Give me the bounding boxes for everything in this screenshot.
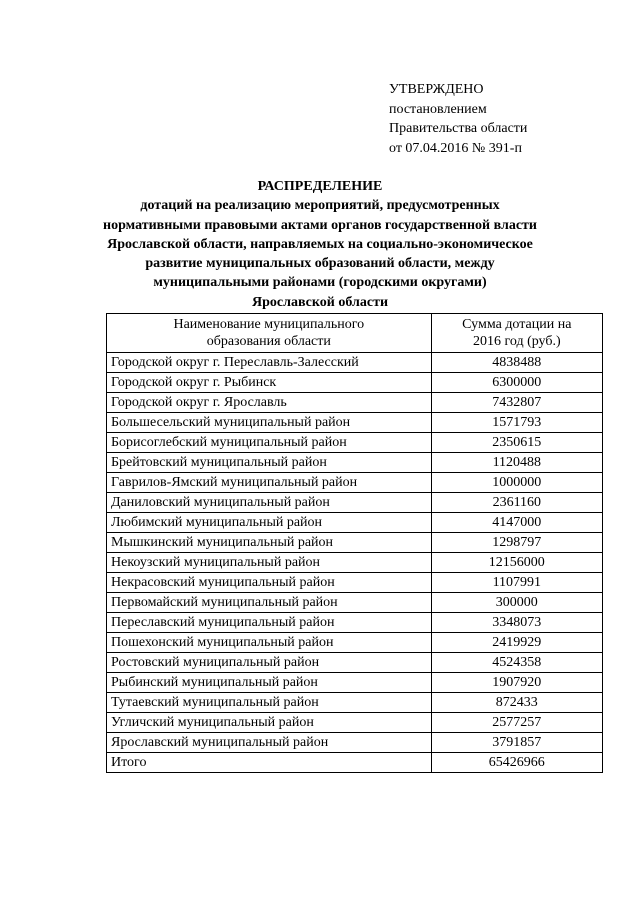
row-sum: 300000 xyxy=(431,593,602,613)
title-line: дотаций на реализацию мероприятий, предусмотренных xyxy=(140,198,500,214)
table-row xyxy=(107,733,603,753)
table-row xyxy=(107,713,603,733)
row-sum: 4838488 xyxy=(431,353,602,373)
title-line: развитие муниципальных образований области, между xyxy=(145,256,495,272)
row-name: Рыбинский муниципальный район xyxy=(107,673,432,693)
row-name: Первомайский муниципальный район xyxy=(107,593,432,613)
table-row xyxy=(107,453,603,473)
table-row xyxy=(107,413,603,433)
total-label: Итого xyxy=(107,753,432,773)
row-name: Городской округ г. Рыбинск xyxy=(107,373,432,393)
header-name-line: Наименование муниципального xyxy=(173,317,365,332)
row-name: Городской округ г. Ярославль xyxy=(107,393,432,413)
row-sum: 4524358 xyxy=(431,653,602,673)
row-name: Тутаевский муниципальный район xyxy=(107,693,432,713)
distribution-table xyxy=(106,313,603,773)
row-name: Некоузский муниципальный район xyxy=(107,553,432,573)
header-sum-line: Сумма дотации на xyxy=(462,317,572,332)
header-name-line: образования области xyxy=(206,334,331,349)
table-body xyxy=(107,353,603,773)
table-row xyxy=(107,473,603,493)
title-line: Ярославской области, направляемых на социально-экономическое xyxy=(107,236,533,252)
row-sum: 2419929 xyxy=(431,633,602,653)
row-sum: 1571793 xyxy=(431,413,602,433)
row-sum: 1298797 xyxy=(431,533,602,553)
table-row xyxy=(107,653,603,673)
row-name: Мышкинский муниципальный район xyxy=(107,533,432,553)
row-sum: 7432807 xyxy=(431,393,602,413)
title-heading: РАСПРЕДЕЛЕНИЕ xyxy=(257,179,383,194)
table-row xyxy=(107,633,603,653)
row-sum: 3791857 xyxy=(431,733,602,753)
title-line: муниципальными районами (городскими округами) xyxy=(153,275,487,291)
table-row xyxy=(107,553,603,573)
table-row xyxy=(107,393,603,413)
table-row xyxy=(107,613,603,633)
approval-line: Правительства области xyxy=(389,121,528,136)
row-name: Пошехонский муниципальный район xyxy=(107,633,432,653)
header-sum xyxy=(431,314,602,353)
row-sum: 4147000 xyxy=(431,513,602,533)
row-name: Большесельский муниципальный район xyxy=(107,413,432,433)
title-line: нормативными правовыми актами органов государственной власти xyxy=(103,217,537,233)
table-row xyxy=(107,693,603,713)
row-name: Брейтовский муниципальный район xyxy=(107,453,432,473)
row-name: Переславский муниципальный район xyxy=(107,613,432,633)
approval-stamp xyxy=(389,80,527,158)
total-sum: 65426966 xyxy=(431,753,602,773)
row-sum: 1907920 xyxy=(431,673,602,693)
table-row xyxy=(107,433,603,453)
approval-line: УТВЕРЖДЕНО xyxy=(389,82,484,97)
table-row xyxy=(107,373,603,393)
row-name: Ярославский муниципальный район xyxy=(107,733,432,753)
document-title xyxy=(0,177,640,312)
row-sum: 1120488 xyxy=(431,453,602,473)
table-row xyxy=(107,513,603,533)
table-header-row xyxy=(107,314,603,353)
row-name: Борисоглебский муниципальный район xyxy=(107,433,432,453)
row-sum: 2350615 xyxy=(431,433,602,453)
header-sum-line: 2016 год (руб.) xyxy=(472,334,561,349)
table-row xyxy=(107,573,603,593)
row-sum: 1107991 xyxy=(431,573,602,593)
table-total-row xyxy=(107,753,603,773)
approval-line: от 07.04.2016 № 391-п xyxy=(389,140,522,156)
table-row xyxy=(107,493,603,513)
title-line: Ярославской области xyxy=(251,294,389,310)
table-row xyxy=(107,353,603,373)
header-name xyxy=(107,314,432,353)
row-name: Угличский муниципальный район xyxy=(107,713,432,733)
row-sum: 2361160 xyxy=(431,493,602,513)
row-name: Даниловский муниципальный район xyxy=(107,493,432,513)
row-name: Городской округ г. Переславль-Залесский xyxy=(107,353,432,373)
row-sum: 6300000 xyxy=(431,373,602,393)
row-sum: 872433 xyxy=(431,693,602,713)
table-row xyxy=(107,673,603,693)
row-name: Ростовский муниципальный район xyxy=(107,653,432,673)
table-row xyxy=(107,533,603,553)
row-name: Некрасовский муниципальный район xyxy=(107,573,432,593)
row-name: Гаврилов-Ямский муниципальный район xyxy=(107,473,432,493)
row-sum: 1000000 xyxy=(431,473,602,493)
row-sum: 12156000 xyxy=(431,553,602,573)
approval-line: постановлением xyxy=(389,101,487,117)
row-sum: 3348073 xyxy=(431,613,602,633)
row-sum: 2577257 xyxy=(431,713,602,733)
row-name: Любимский муниципальный район xyxy=(107,513,432,533)
table-row xyxy=(107,593,603,613)
